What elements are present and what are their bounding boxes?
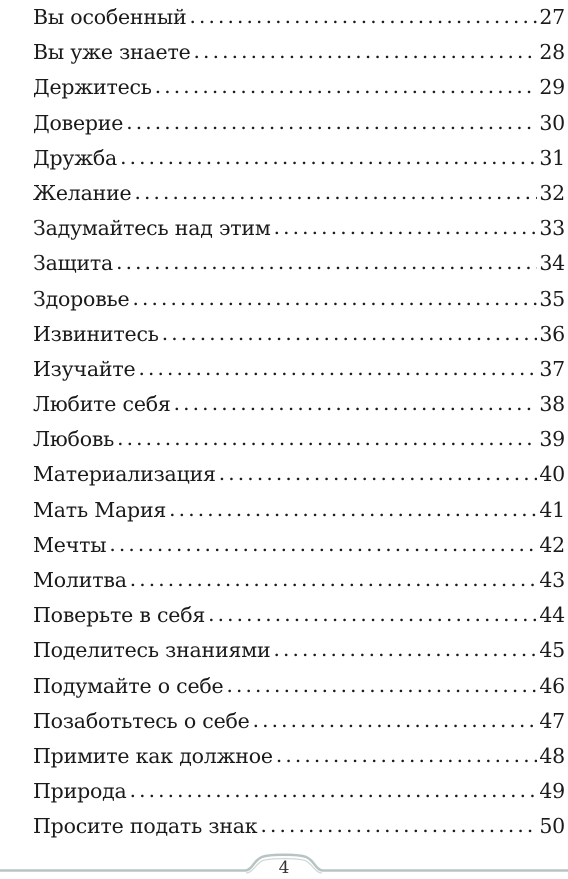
dot-leader [253,703,538,738]
toc-entry[interactable] [33,317,565,352]
toc-entry-page: 34 [539,251,565,276]
toc-entry[interactable] [33,598,565,633]
toc-entry-title: Любовь [33,427,115,452]
toc-entry-title: Природа [33,779,127,804]
toc-entry[interactable] [33,457,565,492]
toc-entry-page: 32 [539,180,565,205]
dot-leader [155,69,538,104]
toc-entry-title: Изучайте [33,356,136,381]
toc-entry-page: 37 [539,356,565,381]
toc-entry[interactable] [33,70,565,105]
toc-entry-page: 27 [539,5,565,29]
toc-entry-page: 46 [539,673,565,698]
table-of-contents [33,0,565,845]
toc-entry-title: Вы особенный [33,5,187,29]
toc-entry-page: 33 [539,216,565,241]
dot-leader [169,492,537,527]
toc-entry[interactable] [33,106,565,141]
toc-entry[interactable] [33,176,565,211]
toc-entry[interactable] [33,352,565,387]
toc-entry[interactable] [33,141,565,176]
toc-entry-title: Подумайте о себе [33,673,224,698]
dot-leader [132,281,537,316]
dot-leader [276,738,538,773]
toc-entry-page: 40 [539,462,565,487]
toc-entry-title: Поделитесь знаниями [33,638,271,663]
toc-entry-title: Молитва [33,568,127,592]
toc-entry-page: 44 [539,603,565,628]
dot-leader [116,245,537,280]
toc-entry-title: Доверие [33,110,124,135]
toc-entry-title: Просите подать знак [33,814,258,839]
dot-leader [134,175,537,210]
toc-entry-title: Примите как должное [33,743,273,768]
page-number: 4 [278,858,290,878]
toc-entry-title: Любите себя [33,392,171,417]
dot-leader [208,597,537,632]
dot-leader [194,34,538,69]
dot-leader [138,351,537,386]
dot-leader [226,668,537,703]
toc-entry-title: Мать Мария [33,497,167,522]
toc-entry[interactable] [33,387,565,422]
toc-entry-page: 47 [539,708,565,733]
page-footer [0,848,568,879]
toc-entry[interactable] [33,739,565,774]
toc-entry[interactable] [33,633,565,668]
toc-entry[interactable] [33,35,565,70]
toc-entry-page: 35 [539,286,565,311]
toc-entry[interactable] [33,422,565,457]
toc-entry-page: 48 [539,743,565,768]
toc-entry-title: Держитесь [33,75,152,100]
toc-entry-page: 50 [539,814,565,839]
toc-entry-page: 29 [539,75,565,100]
toc-entry[interactable] [33,774,565,809]
toc-entry[interactable] [33,528,565,563]
dot-leader [274,210,538,245]
toc-entry-title: Мечты [33,532,107,557]
dot-leader [189,0,537,34]
toc-entry-page: 36 [539,321,565,346]
dot-leader [219,456,538,491]
toc-entry-title: Защита [33,251,114,276]
toc-entry-page: 42 [539,532,565,557]
toc-entry-page: 28 [539,40,565,65]
dot-leader [117,421,537,456]
toc-entry-title: Здоровье [33,286,130,311]
toc-entry-title: Извинитесь [33,321,159,346]
toc-entry-title: Дружба [33,145,118,170]
dot-leader [126,105,537,140]
toc-entry-page: 43 [539,568,565,592]
dot-leader [162,316,538,351]
toc-entry-title: Материализация [33,462,216,487]
toc-entry-page: 30 [539,110,565,135]
toc-entry[interactable] [33,563,565,598]
toc-entry[interactable] [33,0,565,35]
dot-leader [273,632,537,667]
dot-leader [260,808,537,843]
dot-leader [130,773,538,808]
toc-entry[interactable] [33,211,565,246]
toc-entry[interactable] [33,246,565,281]
toc-entry[interactable] [33,493,565,528]
dot-leader [120,140,537,175]
toc-entry[interactable] [33,669,565,704]
toc-entry[interactable] [33,704,565,739]
toc-entry[interactable] [33,282,565,317]
toc-entry-page: 41 [539,497,565,522]
dot-leader [174,386,538,421]
dot-leader [109,527,537,562]
toc-entry-page: 49 [539,779,565,804]
toc-entry-title: Вы уже знаете [33,40,191,65]
toc-entry-title: Задумайтесь над этим [33,216,271,241]
toc-entry-page: 38 [539,392,565,417]
toc-entry-page: 45 [539,638,565,663]
toc-entry[interactable] [33,809,565,844]
toc-entry-title: Позаботьтесь о себе [33,708,250,733]
toc-entry-title: Желание [33,180,132,205]
toc-entry-page: 31 [539,145,565,170]
toc-entry-page: 39 [539,427,565,452]
dot-leader [130,562,538,597]
toc-entry-title: Поверьте в себя [33,603,206,628]
